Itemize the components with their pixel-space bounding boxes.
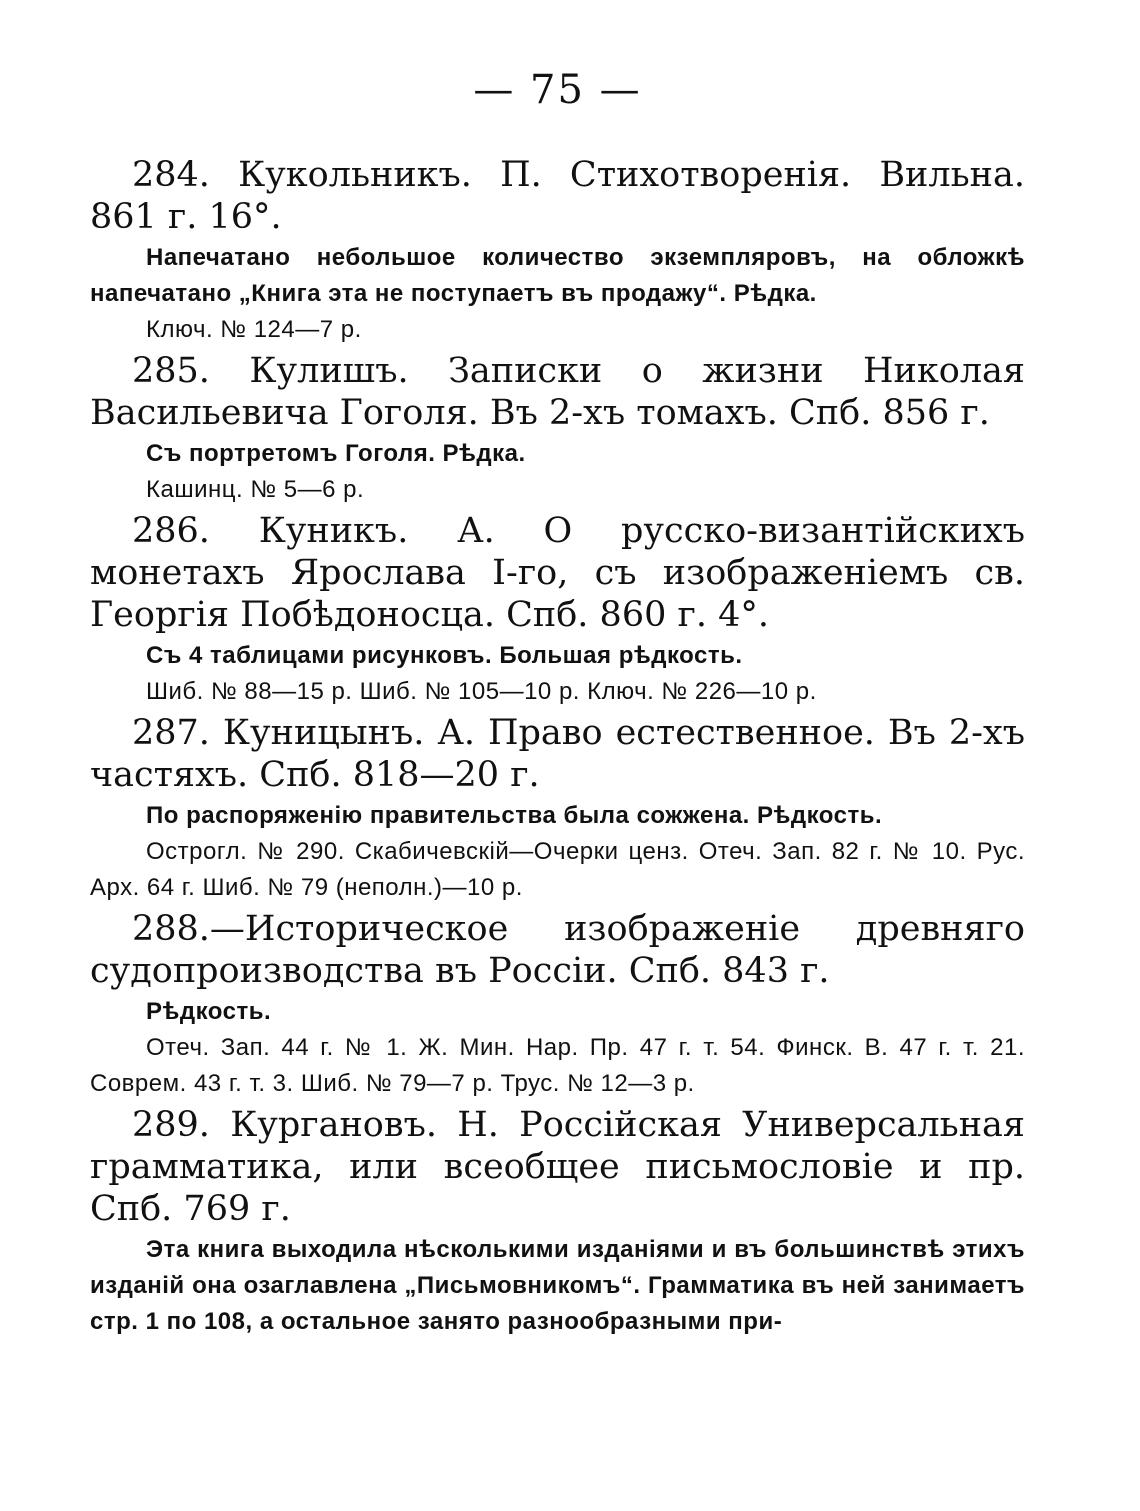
entry-reference: Острогл. № 290. Скабичевскій—Очерки ценз. Отеч. Зап. 82 г. № 10. Рус. Арх. 64 г. Шиб. № 79 (неполн.)—10 р. <box>90 838 1025 901</box>
catalog-entry-285 <box>90 350 1025 508</box>
entry-title: 287. Куницынъ. А. Право естественное. Въ 2-хъ частяхъ. Спб. 818—20 г. <box>90 713 1025 795</box>
entry-reference: Ключ. № 124—7 р. <box>146 316 362 343</box>
entry-reference: Шиб. № 88—15 р. Шиб. № 105—10 р. Ключ. № 226—10 р. <box>146 678 817 705</box>
entry-title: 285. Кулишъ. Записки о жизни Николая Васильевича Гоголя. Въ 2-хъ томахъ. Спб. 856 г. <box>90 351 1025 433</box>
entry-reference: Отеч. Зап. 44 г. № 1. Ж. Мин. Нар. Пр. 47 г. т. 54. Финск. В. 47 г. т. 21. Соврем. 43 г. т. 3. Шиб. № 79—7 р. Трус. № 12—3 р. <box>90 1034 1025 1097</box>
entry-title: 286. Куникъ. А. О русско-византійскихъ монетахъ Ярослава I-го, съ изображеніемъ св. Георгія Побѣдоносца. Спб. 860 г. 4°. <box>90 511 1025 635</box>
entry-note: Съ портретомъ Гоголя. Рѣдка. <box>146 440 526 467</box>
catalog-entry-284 <box>90 154 1025 348</box>
entry-title: 284. Кукольникъ. П. Стихотворенія. Вильна. 861 г. 16°. <box>90 155 1025 237</box>
page-number: — 75 — <box>473 67 642 113</box>
entry-note: Эта книга выходила нѣсколькими изданіями и въ большинствѣ этихъ изданій она озаглавлена „Письмовникомъ“. Грамматика въ ней занимаетъ стр. 1 по 108, а остальное занято разнообразными при- <box>90 1236 1025 1335</box>
entry-title: 288.—Историческое изображеніе древняго судопроизводства въ Россіи. Спб. 843 г. <box>90 909 1025 991</box>
entry-title: 289. Кургановъ. Н. Россійская Универсальная грамматика, или всеобщее письмословіе и пр. Спб. 769 г. <box>90 1105 1025 1229</box>
entry-note: Съ 4 таблицами рисунковъ. Большая рѣдкость. <box>146 642 743 669</box>
entry-reference: Кашинц. № 5—6 р. <box>146 476 365 503</box>
catalog-entry-288 <box>90 908 1025 1102</box>
entry-note: Рѣдкость. <box>146 998 272 1025</box>
catalog-entry-286 <box>90 510 1025 710</box>
catalog-entry-289 <box>90 1104 1025 1340</box>
book-page <box>90 62 1025 1340</box>
catalog-entry-287 <box>90 712 1025 906</box>
entry-note: По распоряженію правительства была сожжена. Рѣдкость. <box>146 802 883 829</box>
entry-note: Напечатано небольшое количество экземпляровъ, на обложкѣ напечатано „Книга эта не поступаетъ въ продажу“. Рѣдка. <box>90 244 1025 307</box>
